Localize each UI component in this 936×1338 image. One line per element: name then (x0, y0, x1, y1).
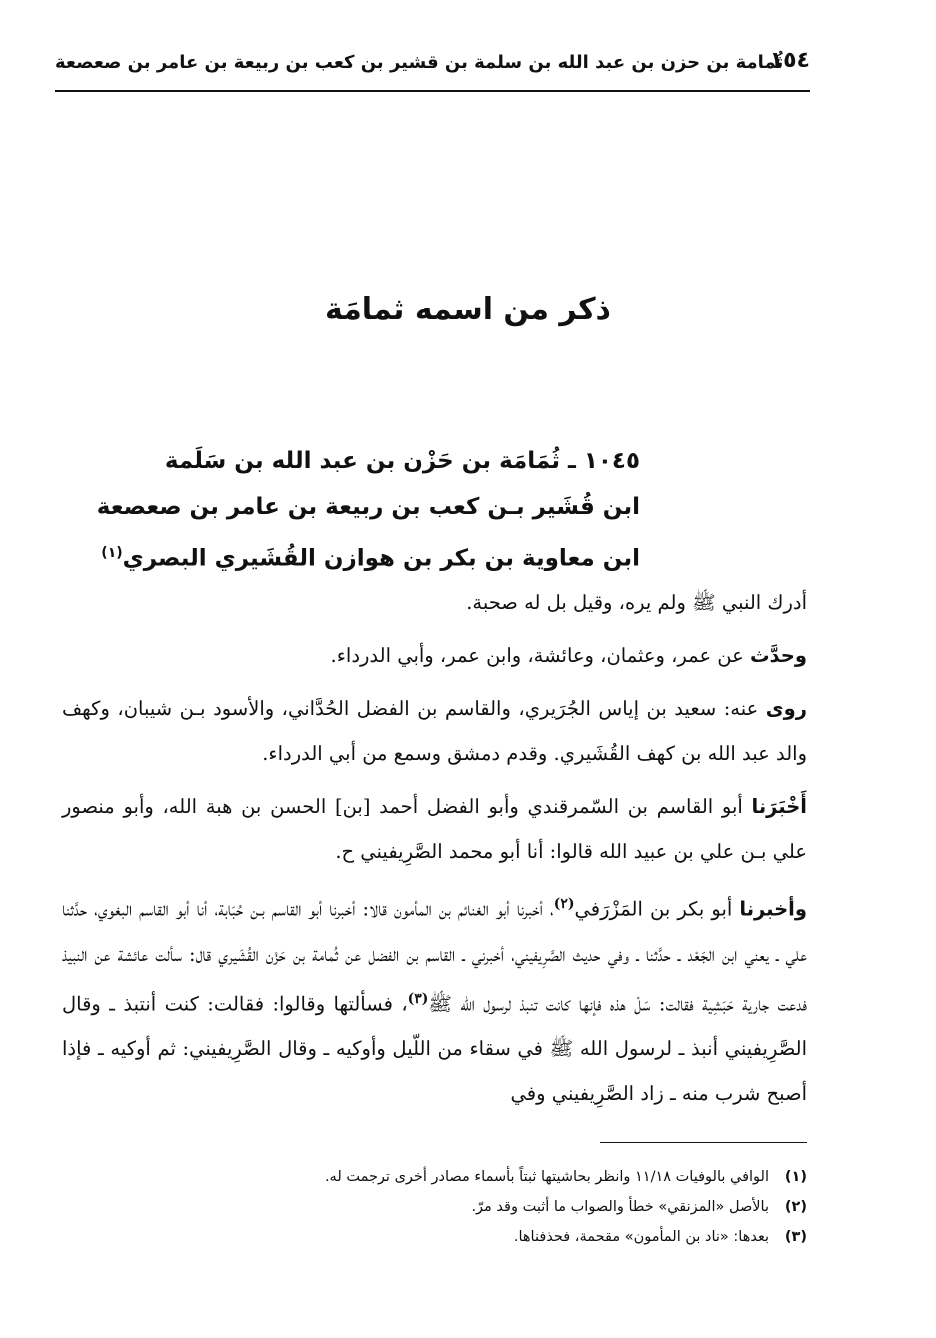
paragraph-5-text-a: أبو بكر بن المَزْرَفي (574, 897, 740, 921)
paragraph-4-text: أبو القاسم بن السّمرقندي وأبو الفضل أحمد [بن] الحسن بن هبة الله، وأبو منصور علي بـن علي بن عبيد الله قالوا: أنا أبو محمد الصَّرِيفيني ح. (62, 795, 807, 863)
paragraph-5-text-b: ، أخبرنا أبو الغنائم بن المأمون قالا: أخبرنا أبو القاسم بـن حُبَابة، أنا أبو القاسم البغوي، حدَّثنا علي ـ يعني ابن الجَعْد ـ حدَّثنا ـ وفي حديث الصَّرِيفيني، أخبرني ـ القاسم بن الفضل عن ثُمامة بن حَزْن القُشَيري قال: سألت عائشة عن النبيذ فدعت جارية حَبَشِية فقالت: سَلْ هذه فإنها كانت تنبذ لرسول الله ﷺ (62, 897, 807, 1015)
paragraph-5 (62, 882, 807, 1116)
entry-heading-line-1: ١٠٤٥ ـ ثُمَامَة بن حَزْن بن عبد الله بن سَلَمة (164, 448, 640, 474)
footnote-2-number: (٢) (784, 1199, 807, 1215)
footnote-2-text: بالأصل «المزنقي» خطأ والصواب ما أثبت وقد مرّ. (471, 1199, 769, 1215)
entry-heading-line-3-text: ابن معاوية بن بكر بن هوازن القُشَيري البصري (122, 545, 640, 572)
paragraph-3-text: عنه: سعيد بن إياس الجُرَيري، والقاسم بن الفضل الحُدَّاني، والأسود بـن شيبان، وكهف والد عبد الله بن كهف القُشَيري. وقدم دمشق وسمع من أبي الدرداء. (62, 697, 807, 765)
footnote-3-number: (٣) (784, 1229, 807, 1245)
footnote-1-number: (١) (784, 1169, 807, 1185)
footnote-divider (600, 1142, 807, 1143)
paragraph-2 (62, 633, 807, 678)
footnote-ref-2: (٢) (553, 896, 575, 912)
running-title: ثُمامة بن حزن بن عبد الله بن سلمة بن قشير بن كعب بن ربيعة بن عامر بن صعصعة (55, 52, 784, 73)
footnote-ref-1: (١) (101, 545, 123, 561)
paragraph-2-text: عن عمر، وعثمان، وعائشة، وابن عمر، وأبي الدرداء. (330, 644, 750, 667)
paragraph-4-keyword: أَخْبَرَنا (751, 795, 807, 818)
entry-heading-line-3 (101, 530, 640, 582)
entry-heading (96, 438, 640, 582)
paragraph-5-text-c: ، فسألتها وقالوا: فقالت: كنت أنتبذ ـ وقال الصَّرِيفيني أنبذ ـ لرسول الله ﷺ في سقاء من اللّيل وأوكيه ـ وقال الصَّرِيفيني: ثم أوكيه ـ فإذا أصبح شرب منه ـ زاد الصَّرِيفيني وفي (62, 992, 807, 1105)
paragraph-3-keyword: روى (765, 697, 807, 720)
paragraph-2-keyword: وحدَّث (749, 644, 807, 667)
footnote-1 (62, 1162, 807, 1192)
footnote-1-text: الوافي بالوفيات ١١/١٨ وانظر بحاشيتها ثبتاً بأسماء مصادر أخرى ترجمت له. (324, 1169, 769, 1185)
page-header (55, 46, 810, 92)
footnote-2 (62, 1192, 807, 1222)
footnote-ref-3: (٣) (407, 990, 429, 1007)
section-title: ذكر من اسمه ثمامَة (325, 292, 611, 327)
entry-heading-line-2: ابن قُشَير بـن كعب بن ربيعة بن عامر بن صعصعة (96, 494, 640, 520)
footnote-3-text: بعدها: «ناد بن المأمون» مقحمة، فحذفناها. (513, 1229, 769, 1245)
paragraph-3 (62, 686, 807, 776)
paragraph-5-keyword: وأخبرنا (739, 897, 807, 921)
paragraph-4 (62, 784, 807, 874)
body-text (62, 580, 807, 1124)
footnote-3 (62, 1222, 807, 1252)
footnotes (62, 1162, 807, 1252)
paragraph-1: أدرك النبي ﷺ ولم يره، وقيل بل له صحبة. (466, 591, 807, 614)
page-number: ١٥٤ (769, 48, 810, 73)
